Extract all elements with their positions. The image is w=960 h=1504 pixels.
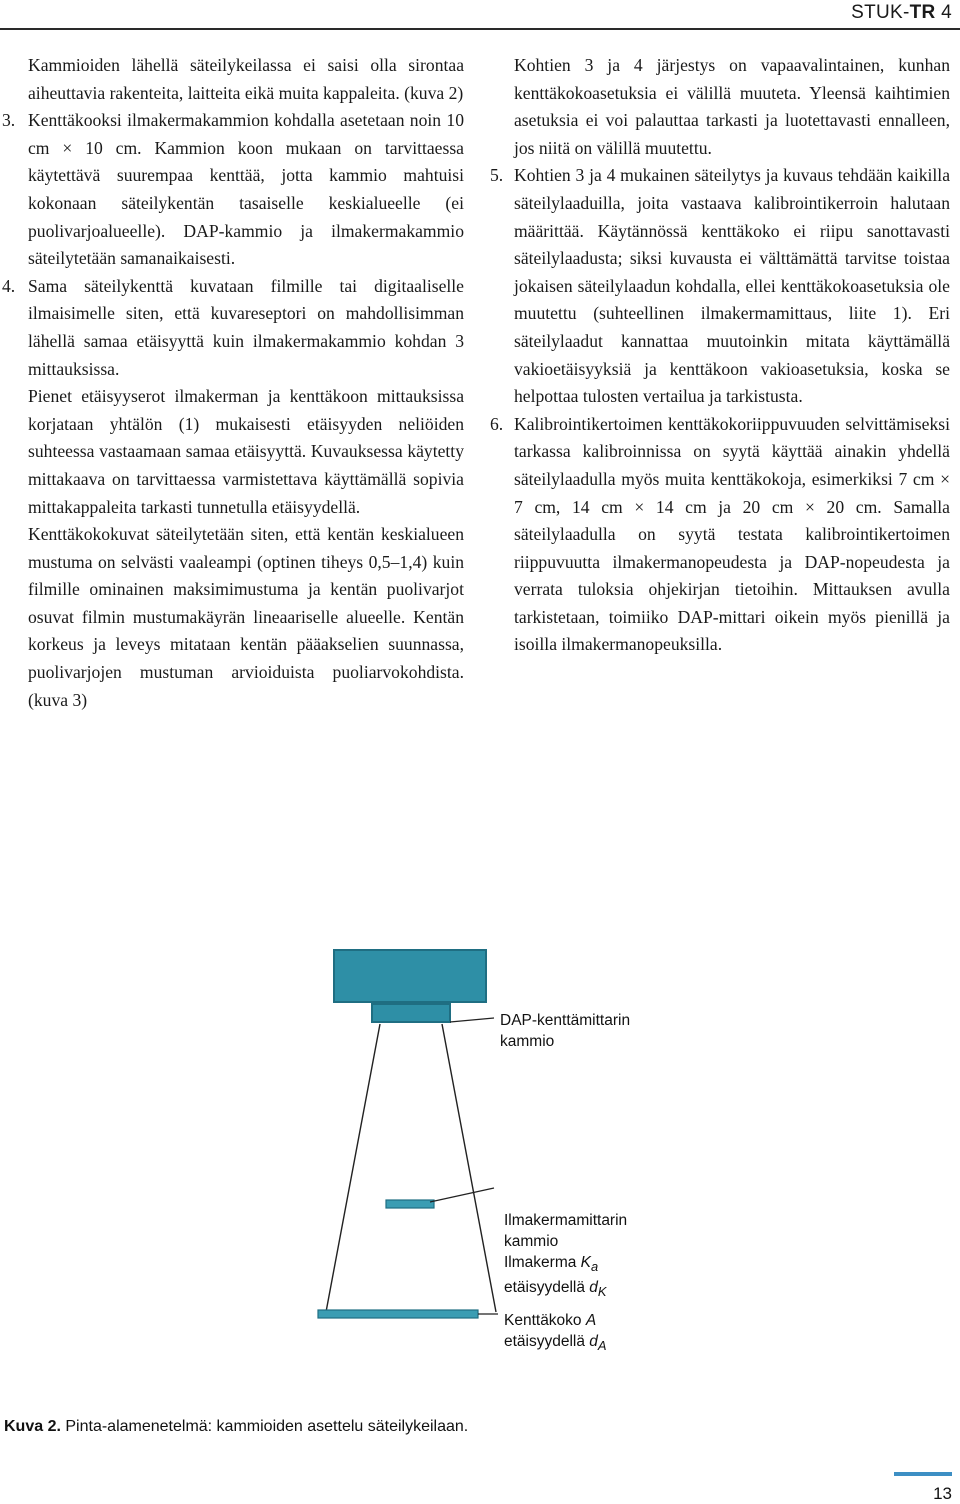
- dap-leader-line: [450, 1018, 494, 1022]
- list-item-text: Sama säteilykenttä kuvataan filmille tai digitaaliselle ilmaisimelle siten, että kuvareseptori on mahdollisimman lähellä samaa etäisyyttä kuin ilmakermakammio kohdan 3 mittauksissa.: [28, 275, 464, 379]
- air-kerma-chamber-label: Ilmakermamittarin kammio Ilmakerma $K_a$ etäisyydellä $d_K$: [504, 1212, 628, 1300]
- left-paragraph-4b: Pienet etäisyyserot ilmakerman ja kenttäkoon mittauksissa korjataan yhtälön (1) mukaisesti etäisyyden neliöiden suhteessa vastaamaan samaa etäisyyttä. Kuvauksessa käytetty mittakaava on tarvittaessa varmistettava käyttämällä sopivia mittakappaleita tarkasti tunnetulla etäisyydellä.: [28, 386, 464, 517]
- page-number: 13: [933, 1484, 952, 1503]
- dap-chamber: [372, 1004, 450, 1022]
- figure-setup-diagram: [0, 940, 960, 1360]
- header-rule: [0, 28, 960, 30]
- list-number: 4.: [2, 275, 16, 296]
- chamber-leader-line: [430, 1188, 494, 1202]
- list-item-text: Kalibrointikertoimen kenttäkokoriippuvuuden selvittämiseksi tarkassa kalibroinnissa on syytä käyttää ainakin yhdellä säteilylaadulla myös muita kenttäkokoja, esimerkiksi 7 cm × 7 cm, 14 cm × 14 cm ja 20 cm × 20 cm. Samalla säteilylaadulla on syytä testata kalibrointikertoimen riippuvuutta ilmakermanopeudesta ja DAP-nopeudesta ja verrata tuloksia ohjekirjan tietoihin. Mittauksen avulla tarkistetaan, toimiiko DAP-mittari oikein myös pienillä ja isoilla ilmakermanopeuksilla.: [514, 413, 950, 655]
- x-ray-tube-housing: [334, 950, 486, 1002]
- dap-chamber-label: DAP-kenttämittarin kammio: [500, 1012, 631, 1050]
- list-item-text: Kohtien 3 ja 4 mukainen säteilytys ja kuvaus tehdään kaikilla säteilylaaduilla, joita vastaava kalibrointikerroin halutaan määrittää. Käytännössä kenttäkoko ei riipu sanottavasti säteilylaadusta; siksi kuvausta ei välttämättä tarvitse toistaa jokaisen säteilylaadun kohdalla, ellei kenttäkokoasetuksia ole muutettu (suhteellinen ilmakermamittaus, liite 1). Eri säteilylaadut kannattaa muutoinkin mitata käyttämällä vakioetäisyyksiä ja kenttäkoon vakioasetuksia, koska se helpottaa tulosten vertailua ja tarkistusta.: [514, 165, 950, 407]
- list-item-6: [490, 411, 950, 659]
- list-item-text: Kenttäkooksi ilmakermakammion kohdalla asetetaan noin 10 cm × 10 cm. Kammion koon mukaan on tarvittaessa käytettävä suurempaa kenttää, jotta kammio mahtuisi kokonaan säteilykentän tasaiselle keskialueelle (ei puolivarjoalueelle). DAP-kammio ja ilmakermakammio säteilytetään samanaikaisesti.: [28, 110, 464, 269]
- air-kerma-chamber: [386, 1200, 434, 1208]
- left-paragraph-4c: Kenttäkokokuvat säteilytetään siten, että kentän keskialueen mustuma on selvästi vaaleampi (optinen tiheys 0,5–1,4) kuin filmille ominainen maksimimustuma ja kentän puolivarjot osuvat filmin mustumakäyrän lineaariselle alueelle. Kentän korkeus ja leveys mitataan kentän pääakselien suunnassa, puolivarjojen mustuman arvioiduista puoliarvokohdista. (kuva 3): [28, 524, 464, 710]
- list-item-4: [2, 273, 464, 383]
- list-item-3: [2, 107, 464, 273]
- list-number: 6.: [490, 413, 504, 434]
- list-item-5: [490, 162, 950, 410]
- image-receptor-plane: [318, 1310, 478, 1318]
- figure-drawing: [0, 940, 960, 1360]
- running-head: STUK-TR 4: [851, 2, 952, 23]
- list-number: 3.: [2, 110, 16, 131]
- list-number: 5.: [490, 165, 504, 186]
- figure-caption: Kuva 2. Pinta-alamenetelmä: kammioiden asettelu säteilykeilaan.: [4, 1418, 469, 1435]
- beam-edge-right: [442, 1024, 496, 1312]
- field-size-label: Kenttäkoko A etäisyydellä $d_A$: [504, 1312, 607, 1354]
- left-column: [2, 52, 464, 714]
- beam-edge-left: [326, 1024, 380, 1312]
- page-number-accent: [894, 1472, 952, 1476]
- left-paragraph-1: Kammioiden lähellä säteilykeilassa ei saisi olla sirontaa aiheuttavia rakenteita, laitteita eikä muita kappaleita. (kuva 2): [28, 55, 464, 103]
- right-column: [490, 52, 950, 659]
- right-paragraph-1: Kohtien 3 ja 4 järjestys on vapaavalintainen, kunhan kenttäkokoasetuksia ei välillä muuteta. Yleensä kaihtimien asetuksia ei voi palauttaa tarkasti ja luotettavasti ennalleen, jos niitä on välillä muutettu.: [514, 55, 950, 158]
